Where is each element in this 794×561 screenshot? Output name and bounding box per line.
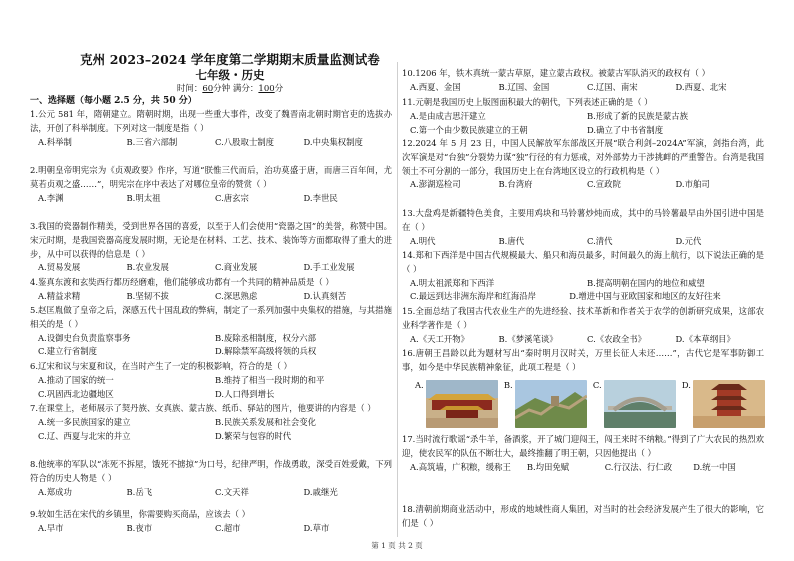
question-10 [402,67,764,95]
options [402,178,764,192]
option-a[interactable]: A.澎湖巡检司 [410,179,461,190]
option-a[interactable]: A.李渊 [38,192,64,203]
great-wall-image [515,380,587,428]
question-12 [402,137,764,192]
option-b[interactable]: B.明太祖 [126,192,161,203]
option-c[interactable]: C.行汉法、行仁政 [604,461,673,472]
option-b[interactable]: B.三省六部制 [126,136,178,147]
option-b[interactable]: B.提高明朝在国内的地位和威望 [587,277,705,288]
page-title: 克州 2023–2024 学年度第二学期期末质量监测试卷 [80,52,380,67]
question-text: 5.赵匡胤做了皇帝之后，深感五代十国乱政的弊病，制定了一系列加强中央集权的措施，与其措施相关的是（ ） [30,305,392,329]
question-text: 14.郑和下西洋是中国古代规模最大、船只和海员最多，时间最久的海上航行，以下说法正确的是（ ） [402,250,764,274]
zhaozhou-bridge-image [604,380,676,428]
question-text: 6.辽宋和议与宋夏和议，在当时产生了一定的积极影响，符合的是（ ） [30,361,292,371]
question-8 [30,458,392,499]
option-b: B. [503,380,513,390]
image-option-c[interactable] [593,380,676,430]
image-option-b[interactable] [504,380,587,430]
option-d[interactable]: D.手工业发展 [303,262,355,273]
question-text: 17.当时流行歌谣“杀牛羊，备酒浆，开了城门迎闯王，闯王来时不纳粮。”得到了广大农民的热烈欢迎，使农民军的队伍不断壮大，最终推翻了明王朝，只因他提出（ ） [402,434,764,458]
option-a[interactable]: A.西夏、金国 [410,81,461,92]
option-c[interactable]: C.文天祥 [215,486,249,497]
option-a[interactable]: A.贸易发展 [38,262,81,273]
question-text: 18.清朝前期商业活动中，形成的地域性商人集团，对当时的社会经济发展产生了很大的影响，它们是（ ） [402,504,764,528]
option-c[interactable]: C.《农政全书》 [587,333,647,344]
option-b[interactable]: B.形成了新的民族是蒙古族 [587,110,688,121]
question-16 [402,347,764,375]
option-d[interactable]: D.人口得到增长 [215,388,275,399]
option-d[interactable]: D.解除禁军高级将领的兵权 [215,346,317,357]
option-d[interactable]: D.戚继光 [303,486,338,497]
option-c[interactable]: C.超市 [215,522,241,533]
option-d[interactable]: D.西夏、北宋 [675,81,727,92]
question-text: 1.公元 581 年，隋朝建立。隋朝时期，出现一些重大事件，改变了魏晋南北朝时期官吏的选拔办法，开创了科举制度。下列对这一制度是指（ ） [30,109,392,133]
options [30,261,392,275]
options [30,374,392,402]
question-text: 7.在课堂上，老师展示了契丹族、女真族、蒙古族、纸币、驿站的图片，他要讲的内容是（ ） [30,403,376,413]
options [30,290,392,304]
question-text: 3.我国的瓷器制作精美，受到世界各国的喜爱，以至于人们会使用“瓷器之国”的美誉，称赞中国。宋元时期，是我国瓷器高度发展时期，无论是在材料、工艺、技术、装饰等方面都取得了重大的进步，从中可以获得的信息是（ ） [30,221,392,259]
option-b[interactable]: B.维持了相当一段时期的和平 [215,374,325,385]
question-text: 9.较如生活在宋代的乡镇里，你需要购买商品，应该去（ ） [30,509,251,519]
option-a[interactable]: A.统一多民族国家的建立 [38,416,131,427]
question-14 [402,249,764,304]
option-a: A. [415,380,424,390]
option-d[interactable]: D.李世民 [303,192,338,203]
option-b[interactable]: B.岳飞 [126,486,153,497]
option-d[interactable]: D.增进中国与亚欧国家和地区的友好往来 [569,291,721,302]
bridge-icon [604,380,676,428]
pagoda-icon [693,380,765,428]
image-option-a[interactable] [415,380,498,430]
option-b[interactable]: B.坚韧不拔 [126,290,169,301]
section-heading: 一、选择题（每小题 2.5 分，共 50 分） [30,96,197,106]
option-b[interactable]: B.废除丞相制度，权分六部 [215,332,316,343]
question-1 [30,108,392,149]
score-value: 100 [258,84,275,94]
option-c[interactable]: C.辽、西夏与北宋的并立 [38,430,131,441]
option-c[interactable]: C.深思熟虑 [215,290,258,301]
options [30,136,392,150]
question-15 [402,305,764,346]
option-a[interactable]: A.精益求精 [38,290,81,301]
option-c: C. [592,380,602,390]
page-footer: 第 1 页 共 2 页 [371,541,423,550]
option-a[interactable]: A.《天工开物》 [410,333,469,344]
question-text: 13.大盘鸡是新疆特色美食，主要用鸡块和马铃薯炒炖而成，其中的马铃薯最早由外国引进中国是在（ ） [402,208,764,232]
option-d[interactable]: D.认真刻苦 [303,290,347,301]
option-a[interactable]: A.郑成功 [38,486,72,497]
option-c[interactable]: C.八股取士制度 [215,136,275,147]
question-2 [30,164,392,205]
option-d[interactable]: D.繁荣与包容的时代 [215,430,292,441]
option-c[interactable]: C.建立行省制度 [38,346,98,357]
option-b[interactable]: B.农业发展 [126,262,169,273]
option-d[interactable]: D.《本草纲目》 [675,333,735,344]
question-7 [30,402,392,443]
option-c[interactable]: C.唐玄宗 [215,192,249,203]
column-divider [397,62,398,537]
question-text: 10.1206 年，铁木真统一蒙古草原，建立蒙古政权。被蒙古军队消灭的政权有（ ） [402,68,710,78]
option-b[interactable]: B.唐代 [498,235,525,246]
question-11 [402,96,764,137]
option-b[interactable]: B.台湾府 [498,179,533,190]
time-unit: 分钟 [213,84,231,94]
image-option-d[interactable] [682,380,765,430]
question-13 [402,207,764,248]
question-18 [402,503,764,531]
question-4 [30,276,392,304]
option-d[interactable]: D.统一中国 [693,461,736,472]
forbidden-city-image [426,380,498,428]
question-6 [30,360,392,401]
options [402,461,764,475]
option-c[interactable]: C.最远到达非洲东海岸和红海沿岸 [410,291,537,302]
option-c[interactable]: C.巩固西北边疆地区 [38,388,114,399]
question-9 [30,508,392,536]
option-a[interactable]: A.是由成吉思汗建立 [410,110,486,121]
question-3 [30,220,392,275]
options [30,486,392,500]
great-wall-icon [515,380,587,428]
question-text: 8.他统率的军队以“冻死不拆屋，饿死不掳掠”为口号，纪律严明，作战勇敢，深受百姓爱戴，下列符合的历史人物是（ ） [30,459,392,483]
option-a[interactable]: A.高筑墙，广积粮，缓称王 [410,461,511,472]
page-subtitle: 七年级・历史 [195,68,265,82]
option-b[interactable]: B.辽国、金国 [498,81,550,92]
option-a[interactable]: A.设御史台负责监察事务 [38,332,131,343]
option-a[interactable]: A.早市 [38,522,64,533]
option-d[interactable]: D.元代 [675,235,702,246]
option-a[interactable]: A.明太祖派郑和下西洋 [410,277,495,288]
option-c[interactable]: C.辽国、南宋 [587,81,638,92]
options [30,192,392,206]
question-5 [30,304,392,359]
option-d[interactable]: D.确立了中书省制度 [587,124,664,135]
question-16-images [415,380,765,430]
option-d[interactable]: D.市舶司 [675,179,710,190]
score-label: 满分： [232,84,259,94]
time-value: 60 [202,84,214,94]
options [402,235,764,249]
time-label: 时间： [176,84,203,94]
option-d: D. [681,380,691,390]
forbidden-city-icon [426,380,498,428]
mogao-grottoes-image [693,380,765,428]
option-c[interactable]: C.宣政院 [587,179,621,190]
options [402,81,764,95]
options [402,333,764,347]
option-a[interactable]: A.推动了国家的统一 [38,374,114,385]
option-d[interactable]: D.中央集权制度 [303,136,363,147]
question-text: 4.鉴真东渡和玄奘西行都历经磨难，他们能够成功都有一个共同的精神品质是（ ） [30,277,334,287]
question-text: 16.唐朝王昌龄以此为题材写出“秦时明月汉时关，万里长征人未还……”，古代它是军事防御工事，如今是中华民族精神象征，此项工程是（ ） [402,348,764,372]
options [30,416,392,444]
option-b[interactable]: B.均田免赋 [526,461,570,472]
question-text: 12.2024 年 5 月 23 日，中国人民解放军东部战区开展“联合利剑–2024A”军演，剑指台湾，此次军演是对“台独”分裂势力谋“独”行径的有力惩戒，对外部势力干涉挑衅的严重警告。台湾是我国领土不可分割的一部分，我国历史上在台湾地区设立的行政机构是（ ） [402,138,764,176]
option-a[interactable]: A.科举制 [38,136,72,147]
options [402,110,764,138]
score-unit: 分 [274,84,284,94]
option-c[interactable]: C.清代 [587,235,613,246]
option-a[interactable]: A.明代 [410,235,436,246]
option-c[interactable]: C.第一个由少数民族建立的王朝 [410,124,528,135]
option-c[interactable]: C.商业发展 [215,262,258,273]
option-b[interactable]: B.民族关系发展和社会变化 [215,416,316,427]
question-text: 2.明朝皇帝明宪宗为《贞观政要》作序，写道“朕惟三代而后，治功莫盛于唐，而唐三百年间，尤莫若贞观之盛……”，明宪宗在序中表达了对哪位皇帝的赞赏（ ） [30,165,392,189]
options [30,522,392,536]
options [402,277,764,305]
option-b[interactable]: B.夜市 [126,522,153,533]
question-17 [402,433,764,474]
option-b[interactable]: B.《梦溪笔谈》 [498,333,558,344]
question-text: 11.元朝是我国历史上版图面积最大的朝代，下列表述正确的是（ ） [402,97,653,107]
options [30,332,392,360]
option-d[interactable]: D.草市 [303,522,330,533]
question-text: 15.全面总结了我国古代农业生产的先进经验、技术革新和作者关于农学的创新研究成果，这部农业科学著作是（ ） [402,306,764,330]
